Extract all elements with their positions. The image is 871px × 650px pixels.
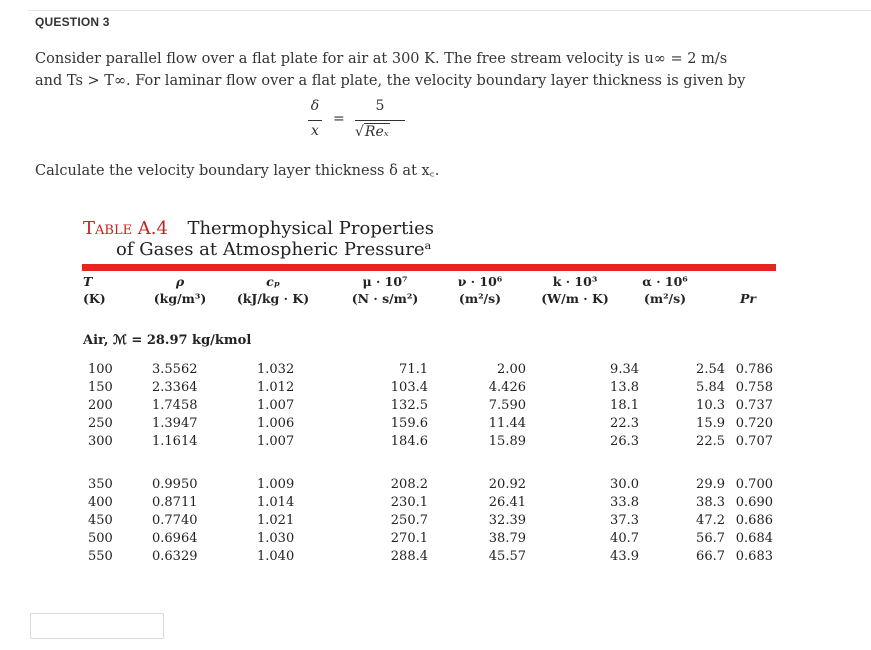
cell-density: 0.8711 — [152, 495, 198, 510]
equation-sqrt-re — [355, 123, 405, 140]
cell-diffusivity: 22.5 — [696, 434, 725, 449]
cell-density: 0.6964 — [152, 531, 198, 546]
table-row — [83, 379, 773, 397]
cell-density: 1.7458 — [152, 398, 198, 413]
cell-temp: 350 — [88, 477, 113, 492]
cell-cp: 1.012 — [257, 380, 295, 395]
cell-viscosity: 71.1 — [399, 362, 428, 377]
problem-line-3: Calculate the velocity boundary layer thickness δ at x꜀. — [35, 163, 440, 179]
cell-viscosity: 208.2 — [390, 477, 428, 492]
answer-input[interactable] — [30, 613, 164, 639]
table-row — [83, 548, 773, 566]
cell-cp: 1.021 — [257, 513, 295, 528]
question-label: QUESTION 3 — [35, 15, 110, 29]
header-cp: cₚ (kJ/kg · K) — [236, 274, 310, 306]
cell-temp: 500 — [88, 531, 113, 546]
cell-prandtl: 0.737 — [735, 398, 773, 413]
cell-kin-viscosity: 45.57 — [488, 549, 526, 564]
cell-diffusivity: 29.9 — [696, 477, 725, 492]
cell-prandtl: 0.707 — [735, 434, 773, 449]
cell-density: 1.1614 — [152, 434, 198, 449]
cell-diffusivity: 66.7 — [696, 549, 725, 564]
cell-density: 0.6329 — [152, 549, 198, 564]
cell-temp: 450 — [88, 513, 113, 528]
table-row — [83, 512, 773, 530]
cell-prandtl: 0.720 — [735, 416, 773, 431]
cell-conductivity: 43.9 — [610, 549, 639, 564]
property-table-group-2 — [83, 476, 773, 566]
table-title-text: Thermophysical Properties — [187, 218, 434, 239]
cell-temp: 100 — [88, 362, 113, 377]
gas-section-label: Air, ℳ = 28.97 kg/kmol — [83, 333, 252, 348]
cell-conductivity: 30.0 — [610, 477, 639, 492]
cell-conductivity: 9.34 — [610, 362, 639, 377]
header-T: T (K) — [83, 274, 106, 306]
equation-five: 5 — [375, 98, 385, 114]
cell-prandtl: 0.690 — [735, 495, 773, 510]
header-k: k · 10³ (W/m · K) — [541, 274, 609, 306]
cell-cp: 1.006 — [257, 416, 295, 431]
header-rho: ρ (kg/m³) — [153, 274, 207, 306]
cell-cp: 1.032 — [257, 362, 295, 377]
cell-conductivity: 22.3 — [610, 416, 639, 431]
cell-temp: 150 — [88, 380, 113, 395]
cell-kin-viscosity: 2.00 — [497, 362, 526, 377]
table-header-rule — [82, 264, 776, 271]
cell-diffusivity: 38.3 — [696, 495, 725, 510]
table-row — [83, 530, 773, 548]
cell-cp: 1.030 — [257, 531, 295, 546]
cell-diffusivity: 47.2 — [696, 513, 725, 528]
equation-delta: δ — [310, 98, 320, 114]
header-alpha: α · 10⁶ (m²/s) — [642, 274, 688, 306]
table-row — [83, 397, 773, 415]
equals-sign: = — [333, 111, 345, 127]
cell-viscosity: 250.7 — [390, 513, 428, 528]
cell-density: 3.5562 — [152, 362, 198, 377]
problem-line-1: Consider parallel flow over a flat plate for air at 300 K. The free stream velocity is u∞ = 2 m/s — [35, 51, 728, 67]
cell-diffusivity: 5.84 — [696, 380, 725, 395]
fraction-bar — [355, 120, 405, 121]
cell-prandtl: 0.686 — [735, 513, 773, 528]
cell-kin-viscosity: 32.39 — [488, 513, 526, 528]
header-Pr: Pr — [740, 291, 756, 306]
cell-density: 2.3364 — [152, 380, 198, 395]
cell-diffusivity: 10.3 — [696, 398, 725, 413]
cell-prandtl: 0.700 — [735, 477, 773, 492]
cell-prandtl: 0.786 — [735, 362, 773, 377]
header-nu: ν · 10⁶ (m²/s) — [457, 274, 503, 306]
equation-x: x — [311, 123, 319, 139]
fraction-bar — [308, 120, 322, 121]
cell-cp: 1.040 — [257, 549, 295, 564]
cell-density: 1.3947 — [152, 416, 198, 431]
cell-viscosity: 230.1 — [390, 495, 428, 510]
top-divider — [28, 10, 871, 11]
boundary-layer-equation — [300, 98, 410, 150]
header-mu: μ · 10⁷ (N · s/m²) — [351, 274, 419, 306]
cell-kin-viscosity: 7.590 — [488, 398, 526, 413]
table-row — [83, 361, 773, 379]
cell-temp: 400 — [88, 495, 113, 510]
reynolds-number: Reₓ — [364, 124, 389, 140]
cell-conductivity: 37.3 — [610, 513, 639, 528]
cell-kin-viscosity: 26.41 — [488, 495, 526, 510]
cell-viscosity: 103.4 — [390, 380, 428, 395]
cell-diffusivity: 15.9 — [696, 416, 725, 431]
cell-prandtl: 0.684 — [735, 531, 773, 546]
cell-temp: 550 — [88, 549, 113, 564]
problem-line-2: and Ts > T∞. For laminar flow over a flat plate, the velocity boundary layer thickness is given by — [35, 73, 746, 89]
cell-viscosity: 159.6 — [390, 416, 428, 431]
table-title — [83, 218, 434, 239]
cell-conductivity: 40.7 — [610, 531, 639, 546]
cell-temp: 300 — [88, 434, 113, 449]
cell-conductivity: 13.8 — [610, 380, 639, 395]
cell-kin-viscosity: 4.426 — [488, 380, 526, 395]
cell-temp: 250 — [88, 416, 113, 431]
cell-prandtl: 0.683 — [735, 549, 773, 564]
cell-density: 0.9950 — [152, 477, 198, 492]
cell-conductivity: 26.3 — [610, 434, 639, 449]
table-label: Table A.4 — [83, 218, 168, 239]
table-row — [83, 476, 773, 494]
cell-kin-viscosity: 20.92 — [488, 477, 526, 492]
cell-diffusivity: 56.7 — [696, 531, 725, 546]
table-row — [83, 494, 773, 512]
table-row — [83, 415, 773, 433]
cell-cp: 1.007 — [257, 398, 295, 413]
cell-prandtl: 0.758 — [735, 380, 773, 395]
property-table-group-1 — [83, 361, 773, 451]
cell-cp: 1.014 — [257, 495, 295, 510]
sqrt-icon: √ — [355, 124, 364, 140]
cell-kin-viscosity: 11.44 — [488, 416, 526, 431]
cell-temp: 200 — [88, 398, 113, 413]
cell-cp: 1.009 — [257, 477, 295, 492]
cell-diffusivity: 2.54 — [696, 362, 725, 377]
cell-viscosity: 270.1 — [390, 531, 428, 546]
cell-density: 0.7740 — [152, 513, 198, 528]
table-row — [83, 433, 773, 451]
cell-conductivity: 33.8 — [610, 495, 639, 510]
cell-conductivity: 18.1 — [610, 398, 639, 413]
cell-viscosity: 288.4 — [390, 549, 428, 564]
table-subtitle: of Gases at Atmospheric Pressureᵃ — [116, 239, 432, 260]
cell-kin-viscosity: 38.79 — [488, 531, 526, 546]
cell-cp: 1.007 — [257, 434, 295, 449]
cell-viscosity: 132.5 — [390, 398, 428, 413]
cell-viscosity: 184.6 — [390, 434, 428, 449]
cell-kin-viscosity: 15.89 — [488, 434, 526, 449]
